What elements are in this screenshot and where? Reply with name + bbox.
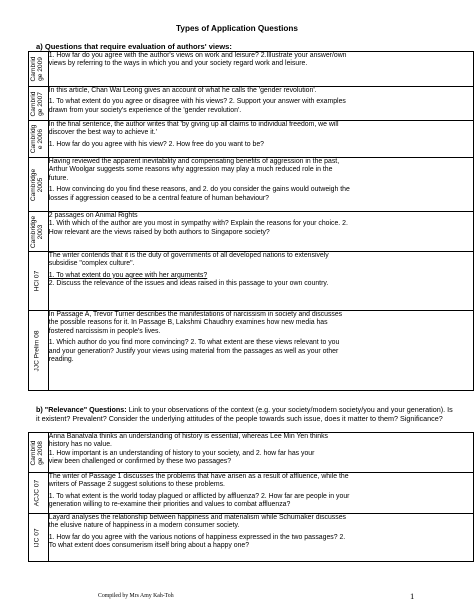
question-line: 1. How far do you agree with his view? 2. How free do you want to be?: [48, 140, 265, 148]
question-line: losses if aggression ceased to be a central feature of human behaviour?: [48, 194, 270, 202]
question-line: In the final sentence, the author writes that 'by giving up all claims to individual freedom, we will: [48, 121, 339, 128]
section-a-row: [29, 252, 474, 311]
question-line: In Passage A, Trevor Turner describes the manifestations of narcissism in society and discusses: [48, 311, 343, 318]
question-line: discover the best way to achieve it.': [48, 129, 157, 137]
source-label-cell: [29, 121, 49, 158]
question-text-cell: [48, 212, 473, 252]
question-text-cell: [48, 473, 473, 514]
question-line: view been challenged or confirmed by these two passages?: [48, 458, 232, 466]
source-label: HCI 07: [33, 270, 41, 292]
question-line: The writer contends that it is the duty of governments of all developed nations to extensively: [48, 252, 329, 259]
question-line: and your generation? Justify your views using material from the passages as well as your other: [48, 347, 339, 355]
source-label: Cambridge 2005: [30, 168, 45, 201]
source-label-cell: [29, 52, 49, 87]
question-line: In this article, Chan Wai Leong gives an account of what he calls the 'gender revolution'.: [48, 87, 317, 94]
question-line: reading.: [48, 356, 74, 364]
document-title: Types of Application Questions: [176, 24, 298, 33]
question-line: drawn from your society's experience of the 'gender revolution'.: [48, 106, 242, 114]
question-line: fostered narcissism in people's lives.: [48, 327, 161, 335]
question-line: How relevant are the views raised by both authors to Singapore society?: [48, 228, 270, 236]
source-label-cell: [29, 433, 49, 473]
section-b-row: [29, 433, 474, 473]
question-line: The writer of Passage 1 discusses the problems that have arisen as a result of affluence, while the: [48, 473, 349, 480]
section-a-heading: a) Questions that require evaluation of authors' views:: [36, 42, 232, 51]
source-label: JJC Prelim 08: [33, 329, 41, 372]
question-line: 1. How far do you agree with the author's views on work and leisure? 2.Illustrate your answer/own: [48, 52, 347, 59]
source-label-cell: [29, 87, 49, 121]
question-line: 1. To what extent do you agree or disagree with his views? 2. Support your answer with examples: [48, 98, 346, 106]
source-label: Cambrid ge 2007: [30, 91, 45, 116]
question-line: history has no value.: [48, 441, 112, 449]
source-label: Cambrid ge 2009: [30, 56, 45, 82]
question-line: Layard analyses the relationship between happiness and materialism while Schumaker discusses: [48, 514, 346, 521]
section-a-row: [29, 52, 474, 87]
question-text-cell: [48, 121, 473, 158]
question-line: 2 passages on Animal Rights: [48, 212, 138, 219]
source-label: ACJC 07: [33, 479, 41, 507]
section-a-row: [29, 121, 474, 158]
question-line: future.: [48, 174, 69, 182]
question-line: 1. How important is an understanding of history to your society, and 2. how far has your: [48, 449, 315, 457]
question-line: 1. With which of the author are you most in sympathy with? Explain the reasons for your choice. 2.: [48, 220, 348, 228]
question-line: subsidise "complex culture".: [48, 260, 135, 268]
question-line: the possible reasons for it. In Passage B, Lakshmi Chaudhry examines how new media has: [48, 319, 328, 327]
source-label-cell: [29, 212, 49, 252]
section-a-row: [29, 158, 474, 212]
question-text-cell: [48, 514, 473, 562]
question-line: Anna Banatvala thinks an understanding of history is essential, whereas Lee Min Yen thinks: [48, 433, 328, 440]
question-line: 1. Which author do you find more convincing? 2. To what extent are these views relevant to you: [48, 339, 340, 347]
source-label: Cambridge 2003: [30, 215, 45, 248]
source-label-cell: [29, 473, 49, 514]
section-a-row: [29, 311, 474, 391]
source-label-cell: [29, 311, 49, 391]
question-line: 1. To what extent is the world today plagued or afflicted by affluenza? 2. How far are people in your: [48, 492, 350, 500]
section-a-row: [29, 212, 474, 252]
question-line: the elusive nature of happiness in a modern consumer society.: [48, 522, 240, 530]
question-line: Arthur Woolgar suggests some reasons why aggression may play a much reduced role in the: [48, 166, 333, 174]
question-line: generation willing to re-examine their priorities and values to combat affluenza?: [48, 501, 291, 509]
source-label-cell: [29, 514, 49, 562]
question-line: views by referring to the ways in which you and your society regard work and leisure.: [48, 60, 308, 68]
question-line: 1. How far do you agree with the various notions of happiness expressed in the two passages? 2.: [48, 533, 346, 541]
section-a-table: [28, 51, 474, 391]
section-b-table: [28, 432, 474, 562]
section-b-intro: [36, 406, 456, 423]
question-line: 1. To what extent do you agree with her arguments?: [48, 271, 208, 279]
footer-credit: Compiled by Mrs Amy Kah-Toh: [98, 593, 174, 599]
source-label: Cambridg e 2006: [30, 124, 45, 154]
section-b-row: [29, 473, 474, 514]
question-line: 2. Discuss the relevance of the issues and ideas raised in this passage to your own country.: [48, 280, 329, 288]
question-text-cell: [48, 311, 473, 391]
question-line: Having reviewed the apparent inevitability and compensating benefits of aggression in the past,: [48, 158, 340, 165]
source-label-cell: [29, 158, 49, 212]
question-line: To what extent does consumerism itself bring about a happy one?: [48, 542, 250, 550]
source-label: IJC 07: [33, 527, 41, 548]
question-text-cell: [48, 158, 473, 212]
question-text-cell: [48, 52, 473, 87]
section-b-row: [29, 514, 474, 562]
question-text-cell: [48, 87, 473, 121]
source-label-cell: [29, 252, 49, 311]
section-b-heading: b) "Relevance" Questions:: [36, 405, 127, 414]
question-line: writers of Passage 2 suggest solutions to these problems.: [48, 481, 225, 489]
source-label: Cambrid ge 2008: [30, 440, 45, 465]
page-number: 1: [410, 591, 415, 601]
question-line: 1. How convincing do you find these reasons, and 2. do you consider the gains would outweigh the: [48, 186, 350, 194]
section-b-text: Link to your observations of the context (e.g. your society/modern society/you and your generation). Is it existent? Prevalent? Consider the underlying attitudes of the people towards such issue, does it matter to them? Significance?: [36, 405, 453, 423]
section-a-row: [29, 87, 474, 121]
question-text-cell: [48, 433, 473, 473]
question-text-cell: [48, 252, 473, 311]
